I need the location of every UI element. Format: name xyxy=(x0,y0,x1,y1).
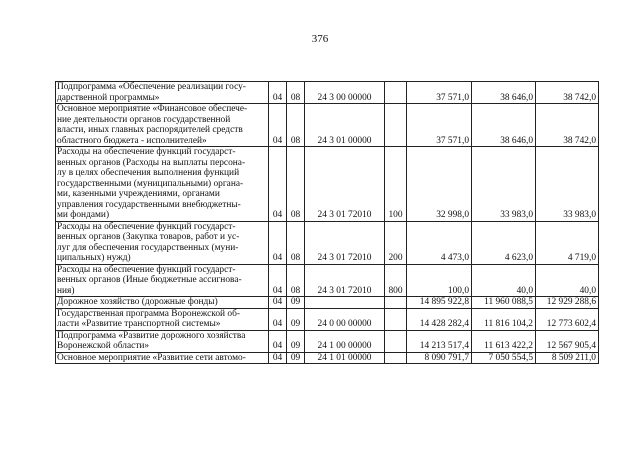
item-name-line: венных органов (Расходы на выплаты персона- xyxy=(57,157,246,168)
item-name-line: ние деятельности органов государственной xyxy=(57,114,231,125)
expense-type-cell xyxy=(385,82,407,104)
section-code-cell: 04 xyxy=(269,297,287,309)
item-name-cell xyxy=(56,308,269,330)
amount-year3-cell: 38 742,0 xyxy=(536,82,599,104)
expense-type-cell: 100 xyxy=(385,147,407,222)
page-number: 376 xyxy=(311,33,329,45)
target-article-cell: 24 3 01 72010 xyxy=(305,147,385,222)
amount-year2-cell: 7 050 554,5 xyxy=(472,352,536,364)
amount-year2-cell: 40,0 xyxy=(472,264,536,297)
item-name-line: власти, иных главных распорядителей средств xyxy=(57,125,243,135)
subsection-code-cell: 08 xyxy=(287,221,305,264)
table-row xyxy=(56,297,599,309)
target-article-cell: 24 3 01 00000 xyxy=(305,104,385,147)
target-article-cell xyxy=(305,297,385,309)
item-name-line: Подпрограмма «Обеспечение реализации госу- xyxy=(57,82,246,92)
section-code-cell: 04 xyxy=(269,352,287,364)
subsection-code-cell: 09 xyxy=(287,297,305,309)
section-code-cell: 04 xyxy=(269,330,287,352)
expense-type-cell xyxy=(385,297,407,309)
item-name-line: Расходы на обеспечение функций государст- xyxy=(57,147,236,157)
item-name-cell xyxy=(56,297,269,309)
table-row xyxy=(56,82,599,104)
amount-year3-cell: 40,0 xyxy=(536,264,599,297)
item-name-cell xyxy=(56,264,269,297)
table-row xyxy=(56,330,599,352)
item-name-line: ми фондами) xyxy=(57,210,110,220)
table-row xyxy=(56,352,599,364)
section-code-cell: 04 xyxy=(269,221,287,264)
subsection-code-cell: 08 xyxy=(287,104,305,147)
target-article-cell: 24 3 01 72010 xyxy=(305,221,385,264)
section-code-cell: 04 xyxy=(269,104,287,147)
item-name-line: Расходы на обеспечение функций государст- xyxy=(57,221,236,232)
subsection-code-cell: 09 xyxy=(287,352,305,364)
item-name-line: областного бюджета - исполнителей» xyxy=(57,135,207,146)
item-name-line: лу в целях обеспечения выполнения функций xyxy=(57,168,240,178)
item-name-cell xyxy=(56,147,269,222)
amount-year2-cell: 4 623,0 xyxy=(472,221,536,264)
item-name-line: венных органов (Закупка товаров, работ и ус- xyxy=(57,232,240,242)
item-name-line: ми, казенными учреждениями, органами xyxy=(57,189,220,199)
item-name-line: государственными (муниципальными) органа- xyxy=(57,178,244,189)
item-name-line: Государственная программа Воронежской об- xyxy=(57,308,240,319)
item-name-line: Основное мероприятие «Развитие сети автомо- xyxy=(57,352,246,363)
item-name-line: Основное мероприятие «Финансовое обеспече- xyxy=(57,104,248,114)
item-name-line: Воронежской области» xyxy=(57,341,150,351)
item-name-line: луг для обеспечения государственных (муни- xyxy=(57,242,239,253)
expense-type-cell: 200 xyxy=(385,221,407,264)
target-article-cell: 24 3 01 72010 xyxy=(305,264,385,297)
item-name-line: ния) xyxy=(57,285,75,296)
item-name-cell xyxy=(56,352,269,364)
section-code-cell: 04 xyxy=(269,82,287,104)
expense-type-cell: 800 xyxy=(385,264,407,297)
amount-year1-cell: 100,0 xyxy=(407,264,472,297)
target-article-cell: 24 1 01 00000 xyxy=(305,352,385,364)
amount-year2-cell: 11 960 088,5 xyxy=(472,297,536,309)
item-name-cell xyxy=(56,104,269,147)
amount-year2-cell: 33 983,0 xyxy=(472,147,536,222)
target-article-cell: 24 3 00 00000 xyxy=(305,82,385,104)
table-row xyxy=(56,104,599,147)
item-name-line: ласти «Развитие транспортной системы» xyxy=(57,319,221,329)
expense-type-cell xyxy=(385,352,407,364)
amount-year3-cell: 8 509 211,0 xyxy=(536,352,599,364)
amount-year1-cell: 4 473,0 xyxy=(407,221,472,264)
amount-year1-cell: 37 571,0 xyxy=(407,82,472,104)
amount-year2-cell: 11 816 104,2 xyxy=(472,308,536,330)
budget-table xyxy=(55,81,599,364)
item-name-cell xyxy=(56,221,269,264)
expense-type-cell xyxy=(385,308,407,330)
amount-year3-cell: 33 983,0 xyxy=(536,147,599,222)
expense-type-cell xyxy=(385,104,407,147)
item-name-cell xyxy=(56,82,269,104)
subsection-code-cell: 09 xyxy=(287,330,305,352)
amount-year1-cell: 14 895 922,8 xyxy=(407,297,472,309)
amount-year2-cell: 38 646,0 xyxy=(472,82,536,104)
section-code-cell: 04 xyxy=(269,264,287,297)
amount-year1-cell: 14 213 517,4 xyxy=(407,330,472,352)
target-article-cell: 24 1 00 00000 xyxy=(305,330,385,352)
amount-year3-cell: 12 567 905,4 xyxy=(536,330,599,352)
amount-year1-cell: 8 090 791,7 xyxy=(407,352,472,364)
subsection-code-cell: 08 xyxy=(287,82,305,104)
table-row xyxy=(56,221,599,264)
amount-year1-cell: 14 428 282,4 xyxy=(407,308,472,330)
amount-year3-cell: 12 773 602,4 xyxy=(536,308,599,330)
subsection-code-cell: 08 xyxy=(287,264,305,297)
amount-year2-cell: 38 646,0 xyxy=(472,104,536,147)
amount-year3-cell: 12 929 288,6 xyxy=(536,297,599,309)
item-name-line: управления государственными внебюджетны- xyxy=(57,199,241,210)
table-row xyxy=(56,264,599,297)
amount-year1-cell: 32 998,0 xyxy=(407,147,472,222)
item-name-line: Дорожное хозяйство (дорожные фонды) xyxy=(57,297,218,307)
item-name-cell xyxy=(56,330,269,352)
amount-year3-cell: 38 742,0 xyxy=(536,104,599,147)
item-name-line: Подпрограмма «Развитие дорожного хозяйства xyxy=(57,330,246,341)
target-article-cell: 24 0 00 00000 xyxy=(305,308,385,330)
table-row xyxy=(56,147,599,222)
amount-year3-cell: 4 719,0 xyxy=(536,221,599,264)
item-name-line: ципальных) нужд) xyxy=(57,253,131,263)
expense-type-cell xyxy=(385,330,407,352)
amount-year2-cell: 11 613 422,2 xyxy=(472,330,536,352)
subsection-code-cell: 09 xyxy=(287,308,305,330)
item-name-line: венных органов (Иные бюджетные ассигнова- xyxy=(57,275,242,285)
subsection-code-cell: 08 xyxy=(287,147,305,222)
item-name-line: дарственной программы» xyxy=(57,92,160,103)
table-row xyxy=(56,308,599,330)
amount-year1-cell: 37 571,0 xyxy=(407,104,472,147)
item-name-line: Расходы на обеспечение функций государст- xyxy=(57,264,236,275)
section-code-cell: 04 xyxy=(269,308,287,330)
budget-table-body xyxy=(56,82,599,364)
section-code-cell: 04 xyxy=(269,147,287,222)
